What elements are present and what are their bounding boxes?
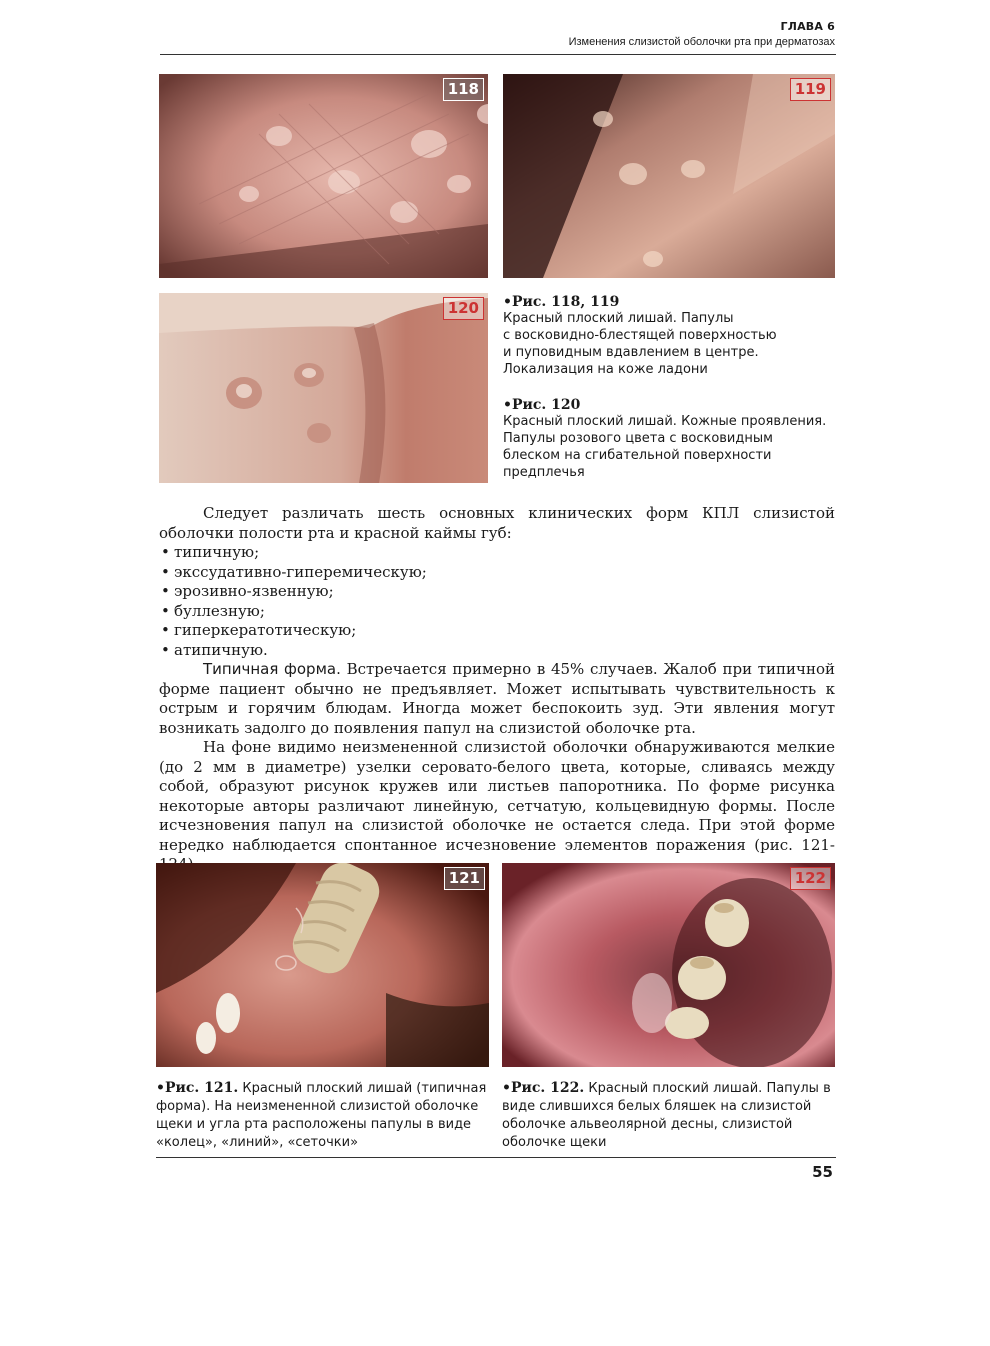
photo-skin-palm-icon [503,74,835,278]
intro-paragraph: Следует различать шесть основных клинических форм КПЛ слизистой оболочки полости рта и красной каймы губ: [159,504,835,542]
caption-118-119-line: Локализация на коже ладони [503,362,708,377]
list-item: • буллезную; [159,602,835,622]
forms-list [159,543,835,660]
list-item: • типичную; [159,543,835,563]
photo-skin-forearm-icon [159,293,488,483]
caption-120-line: Красный плоский лишай. Кожные проявления. [503,414,827,429]
caption-122-title: •Рис. 122. [502,1080,585,1096]
caption-118-119-line: Красный плоский лишай. Папулы [503,311,734,326]
caption-118-119-title: •Рис. 118, 119 [503,294,620,310]
caption-120-line: предплечья [503,465,585,480]
header-rule [160,54,836,55]
photo-oral-mucosa-icon [502,863,835,1067]
figure-120-number: 120 [443,297,484,320]
caption-120-title: •Рис. 120 [503,397,581,413]
page-number: 55 [812,1163,833,1181]
list-item: • атипичную. [159,641,835,661]
caption-118-119-line: с восковидно-блестящей поверхностью [503,328,777,343]
photo-skin-palm-icon [159,74,488,278]
figure-122-number: 122 [790,867,831,890]
list-item: • экссудативно-гиперемическую; [159,563,835,583]
figure-121-number: 121 [444,867,485,890]
chapter-label: ГЛАВА 6 [780,20,835,33]
figure-121-photo [156,863,489,1067]
chapter-subtitle: Изменения слизистой оболочки рта при дерматозах [568,36,835,48]
figure-118-photo [159,74,488,278]
caption-122 [502,1079,832,1152]
photo-oral-mucosa-icon [156,863,489,1067]
typical-form-lead: Типичная форма. [203,660,341,678]
body-text [159,504,835,875]
footer-rule [156,1157,836,1158]
caption-121-text: Красный плоский лишай (типичная форма). На неизмененной слизистой оболочке щеки и угла рта расположены папулы в виде «колец», «линий», «сеточки» [156,1081,487,1150]
typical-form-text: Встречается примерно в 45% случаев. Жалоб при типичной форме пациент обычно не предъявляет. Может испытывать чувствительность к острым и горячим блюдам. Иногда может беспокоить зуд. Эти явления могут возникать задолго до появления папул на слизистой оболочке рта. [159,660,835,737]
figure-120-photo [159,293,488,483]
description-paragraph: На фоне видимо неизмененной слизистой оболочки обнаруживаются мелкие (до 2 мм в диаметре) узелки серовато-белого цвета, которые, сливаясь между собой, образуют рисунок кружев или листьев папоротника. По форме рисунка некоторые авторы различают линейную, сетчатую, кольцевидную формы. После исчезновения папул на слизистой оболочке не остается следа. При этой форме нередко наблюдается спонтанное исчезновение элементов поражения (рис. 121- [159,738,835,854]
figure-118-number: 118 [443,78,484,101]
caption-120-line: блеском на сгибательной поверхности [503,448,772,463]
list-item: • эрозивно-язвенную; [159,582,835,602]
list-item: • гиперкератотическую; [159,621,835,641]
caption-118-119-line: и пуповидным вдавлением в центре. [503,345,759,360]
figure-119-photo [503,74,835,278]
caption-120 [503,397,843,481]
caption-121-title: •Рис. 121. [156,1080,239,1096]
caption-120-line: Папулы розового цвета с восковидным [503,431,773,446]
caption-121 [156,1079,491,1152]
figure-122-photo [502,863,835,1067]
figure-119-number: 119 [790,78,831,101]
typical-form-paragraph [159,660,835,738]
caption-118-119 [503,294,843,378]
caption-122-text: Красный плоский лишай. Папулы в виде слившихся белых бляшек на слизистой оболочке альвеолярной десны, слизистой оболочке щеки [502,1081,831,1150]
